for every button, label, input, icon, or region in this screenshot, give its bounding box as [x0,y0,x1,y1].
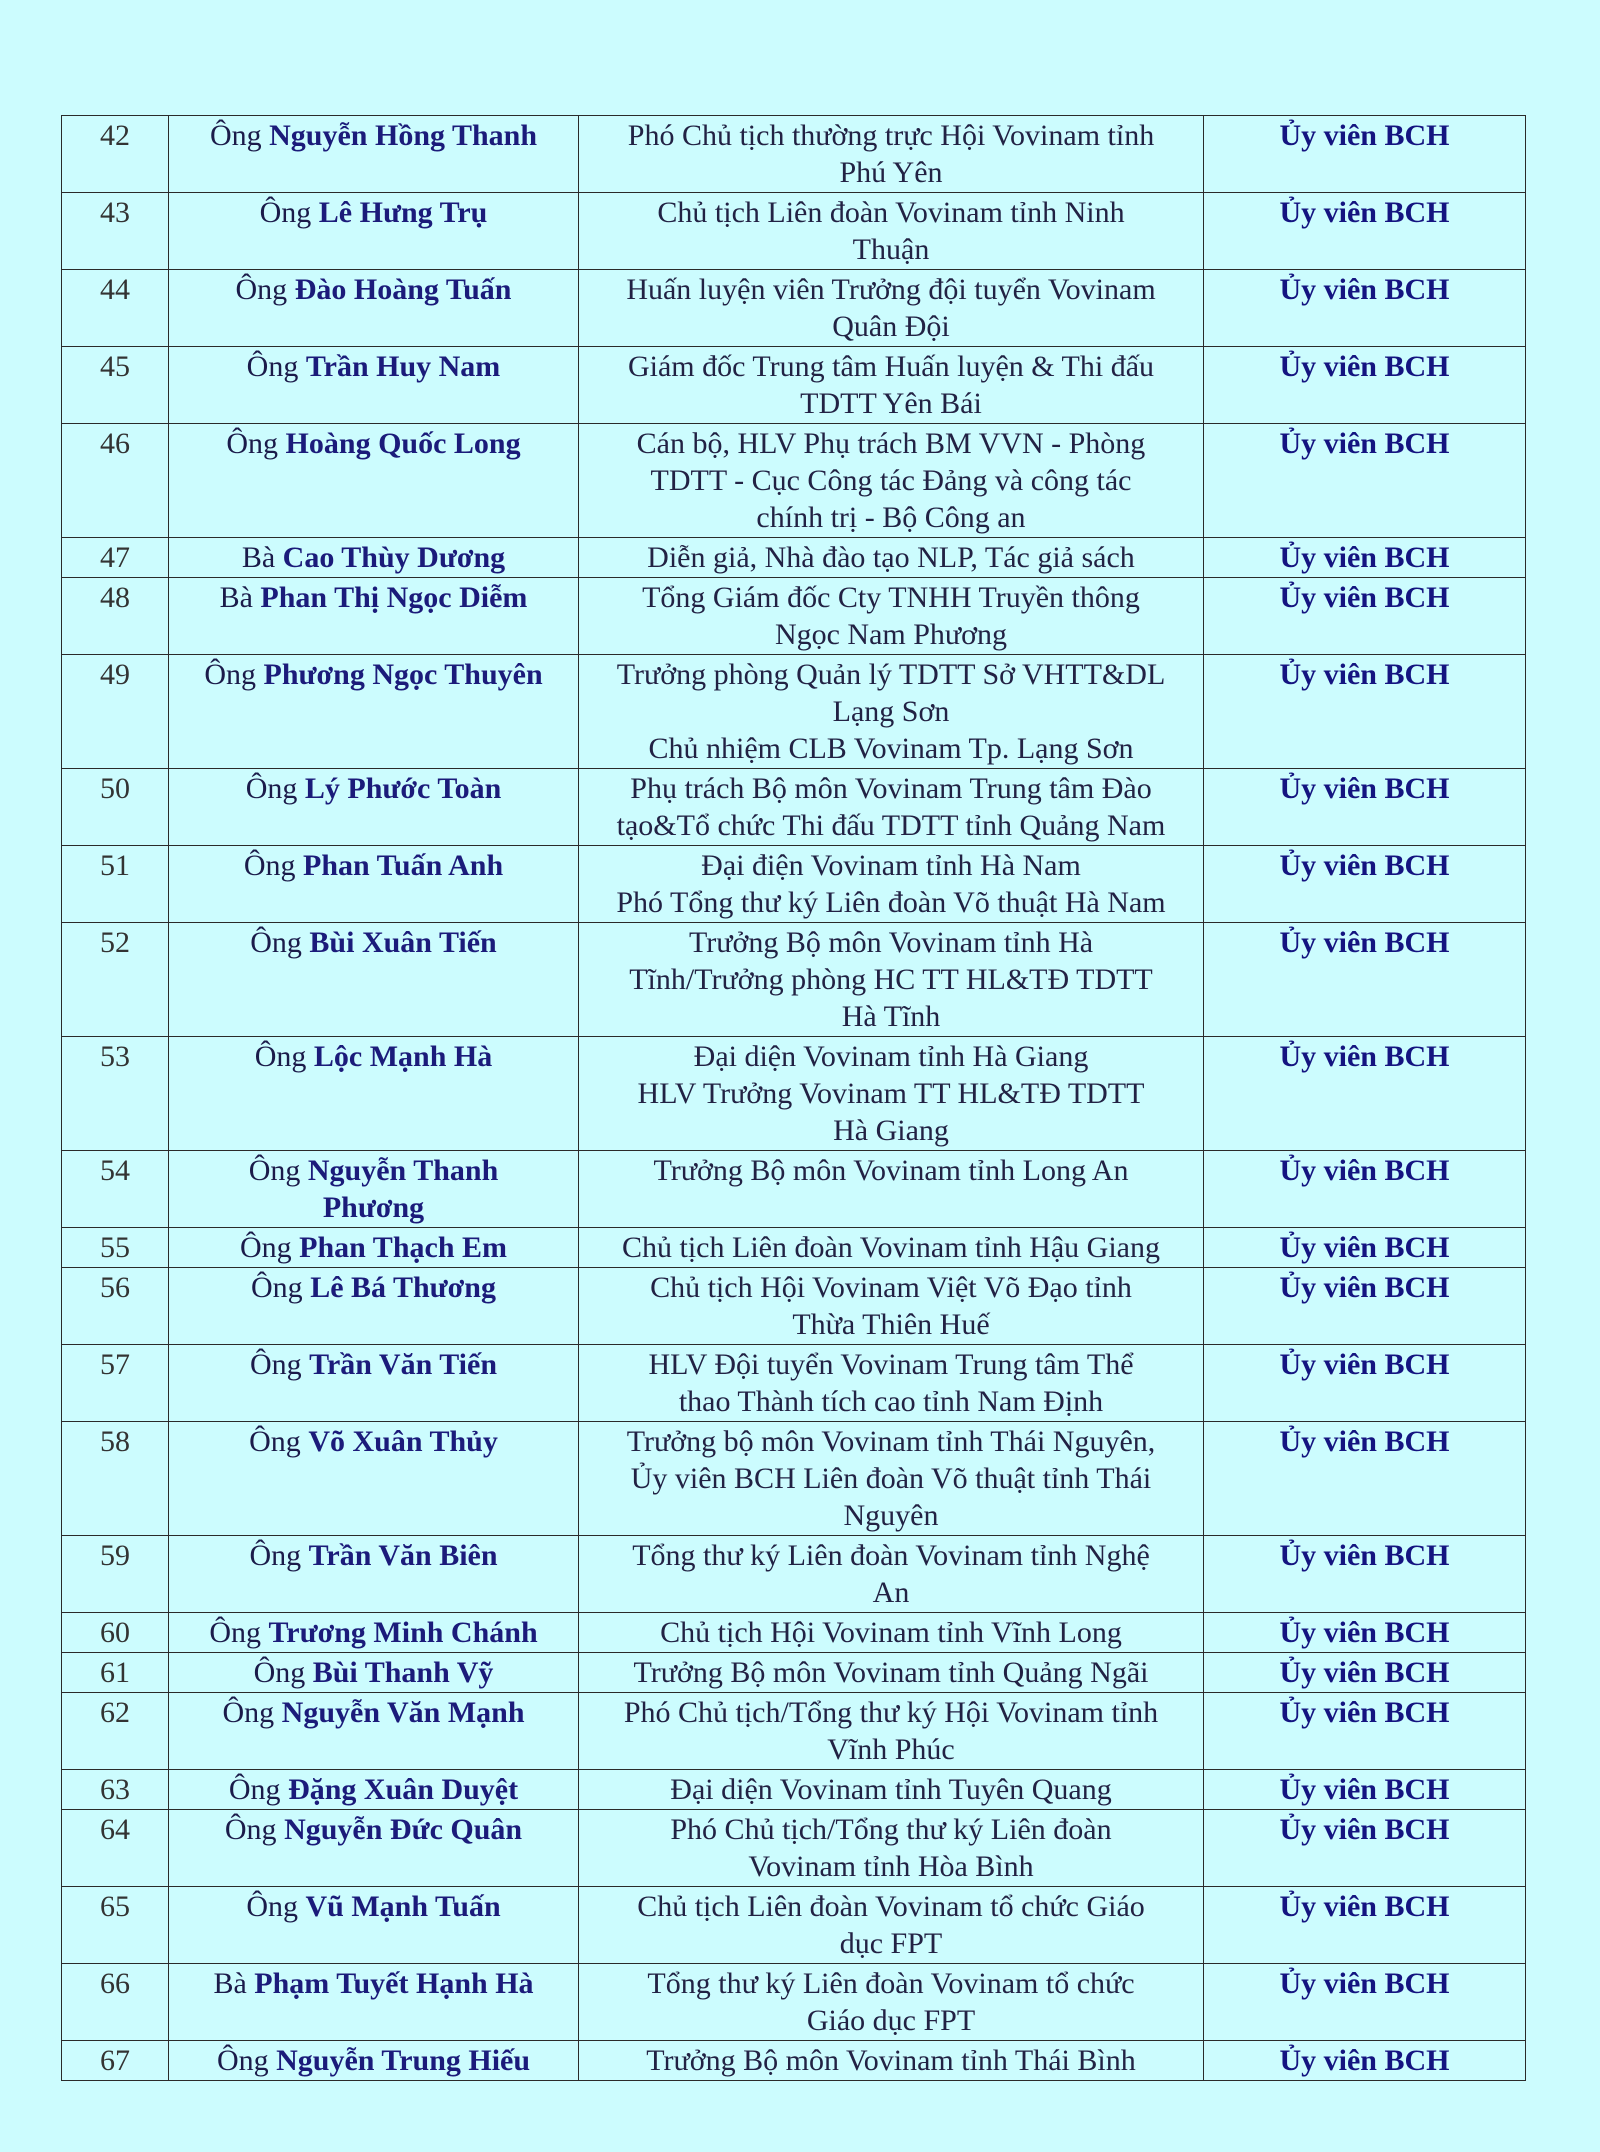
row-number: 52 [62,923,169,1037]
honorific: Ông [254,1040,307,1073]
honorific: Ông [209,119,262,152]
position-cell: Trưởng Bộ môn Vovinam tỉnh Thái Bình [579,2041,1204,2081]
table-row [62,1268,1526,1345]
row-number: 42 [62,116,169,193]
table-row [62,1770,1526,1810]
table-row [62,1810,1526,1887]
role-cell: Ủy viên BCH [1204,1653,1526,1693]
member-name-cell [169,2041,579,2081]
role-cell: Ủy viên BCH [1204,1770,1526,1810]
member-name: Phạm Tuyết Hạnh Hà [254,1967,534,2000]
member-name-cell [169,1536,579,1613]
honorific: Ông [228,1773,281,1806]
row-number: 54 [62,1151,169,1228]
row-number: 62 [62,1693,169,1770]
position-cell: Trưởng phòng Quản lý TDTT Sở VHTT&DL Lạng Sơn Chủ nhiệm CLB Vovinam Tp. Lạng Sơn [579,655,1204,769]
member-name: Bùi Xuân Tiến [309,926,497,959]
member-name: Phan Thị Ngọc Diễm [260,581,528,614]
row-number: 66 [62,1964,169,2041]
table-row [62,1653,1526,1693]
honorific: Bà [219,581,253,614]
table-row [62,270,1526,347]
honorific: Ông [209,1616,262,1649]
role-cell: Ủy viên BCH [1204,1693,1526,1770]
role-cell: Ủy viên BCH [1204,1536,1526,1613]
role-cell: Ủy viên BCH [1204,1887,1526,1964]
position-cell: Phó Chủ tịch thường trực Hội Vovinam tỉnh Phú Yên [579,116,1204,193]
row-number: 56 [62,1268,169,1345]
table-row [62,1536,1526,1613]
member-name: Nguyễn Trung Hiếu [276,2044,531,2077]
member-name: Vũ Mạnh Tuấn [305,1890,501,1923]
role-cell: Ủy viên BCH [1204,1228,1526,1268]
member-name: Lộc Mạnh Hà [313,1040,493,1073]
role-cell: Ủy viên BCH [1204,424,1526,538]
row-number: 43 [62,193,169,270]
table-row [62,1964,1526,2041]
table-row [62,1345,1526,1422]
honorific: Ông [249,1425,301,1458]
member-name: Phương Ngọc Thuyên [263,658,543,691]
role-cell: Ủy viên BCH [1204,846,1526,923]
role-cell: Ủy viên BCH [1204,769,1526,846]
position-cell: Huấn luyện viên Trưởng đội tuyển Vovinam Quân Đội [579,270,1204,347]
position-cell: Chủ tịch Hội Vovinam tỉnh Vĩnh Long [579,1613,1204,1653]
honorific: Ông [204,658,257,691]
role-cell: Ủy viên BCH [1204,1810,1526,1887]
member-name: Lê Hưng Trụ [318,196,488,229]
position-cell: Chủ tịch Liên đoàn Vovinam tổ chức Giáo dục FPT [579,1887,1204,1964]
position-cell: Trưởng bộ môn Vovinam tỉnh Thái Nguyên, Ủy viên BCH Liên đoàn Võ thuật tỉnh Thái Nguyên [579,1422,1204,1536]
table-row [62,1422,1526,1536]
position-cell: Đại điện Vovinam tỉnh Hà Nam Phó Tổng thư ký Liên đoàn Võ thuật Hà Nam [579,846,1204,923]
position-cell: Đại diện Vovinam tỉnh Hà Giang HLV Trưởng Vovinam TT HL&TĐ TDTT Hà Giang [579,1037,1204,1151]
member-name-cell [169,1345,579,1422]
row-number: 60 [62,1613,169,1653]
row-number: 57 [62,1345,169,1422]
row-number: 59 [62,1536,169,1613]
member-name-cell [169,846,579,923]
member-name: Hoàng Quốc Long [285,427,521,460]
member-name-cell [169,1964,579,2041]
honorific: Bà [213,1967,247,2000]
member-name: Nguyễn Hồng Thanh [269,119,538,152]
member-name-cell [169,1037,579,1151]
table-row [62,538,1526,578]
member-name-cell [169,1693,579,1770]
honorific: Ông [246,350,299,383]
role-cell: Ủy viên BCH [1204,1964,1526,2041]
honorific: Ông [259,196,312,229]
row-number: 53 [62,1037,169,1151]
table-row [62,846,1526,923]
row-number: 55 [62,1228,169,1268]
honorific: Ông [226,427,279,460]
row-number: 61 [62,1653,169,1693]
position-cell: Giám đốc Trung tâm Huấn luyện & Thi đấu TDTT Yên Bái [579,347,1204,424]
member-name-cell [169,116,579,193]
member-name-cell [169,1268,579,1345]
position-cell: HLV Đội tuyển Vovinam Trung tâm Thể thao Thành tích cao tỉnh Nam Định [579,1345,1204,1422]
table-row [62,1151,1526,1228]
table-row [62,347,1526,424]
role-cell: Ủy viên BCH [1204,347,1526,424]
row-number: 44 [62,270,169,347]
member-name-cell [169,769,579,846]
member-name-cell [169,578,579,655]
member-name-cell [169,1653,579,1693]
table-row [62,1887,1526,1964]
position-cell: Phụ trách Bộ môn Vovinam Trung tâm Đào tạo&Tổ chức Thi đấu TDTT tỉnh Quảng Nam [579,769,1204,846]
member-name: Đặng Xuân Duyệt [288,1773,519,1806]
table-row [62,193,1526,270]
member-name: Cao Thùy Dương [282,541,506,574]
member-table [61,115,1526,2081]
member-name-cell [169,270,579,347]
member-name-cell [169,1887,579,1964]
role-cell: Ủy viên BCH [1204,1268,1526,1345]
table-row [62,116,1526,193]
table-row [62,1693,1526,1770]
row-number: 45 [62,347,169,424]
position-cell: Phó Chủ tịch/Tổng thư ký Liên đoàn Vovinam tỉnh Hòa Bình [579,1810,1204,1887]
position-cell: Diễn giả, Nhà đào tạo NLP, Tác giả sách [579,538,1204,578]
position-cell: Chủ tịch Liên đoàn Vovinam tỉnh Hậu Giang [579,1228,1204,1268]
position-cell: Trưởng Bộ môn Vovinam tỉnh Long An [579,1151,1204,1228]
member-name: Nguyễn Văn Mạnh [281,1696,525,1729]
honorific: Ông [250,926,302,959]
table-row [62,1037,1526,1151]
role-cell: Ủy viên BCH [1204,538,1526,578]
position-cell: Chủ tịch Liên đoàn Vovinam tỉnh Ninh Thuận [579,193,1204,270]
role-cell: Ủy viên BCH [1204,923,1526,1037]
member-name-cell [169,923,579,1037]
member-name: Võ Xuân Thủy [308,1425,498,1458]
honorific: Ông [249,1539,302,1572]
role-cell: Ủy viên BCH [1204,1345,1526,1422]
table-row [62,424,1526,538]
member-name-cell [169,538,579,578]
member-name: Trần Huy Nam [305,350,501,383]
honorific: Ông [243,849,296,882]
member-name-cell [169,193,579,270]
honorific: Ông [249,1348,302,1381]
honorific: Ông [224,1813,277,1846]
member-name: Nguyễn Thanh Phương [307,1154,499,1224]
member-name: Đào Hoàng Tuấn [294,273,512,306]
position-cell: Tổng thư ký Liên đoàn Vovinam tổ chức Giáo dục FPT [579,1964,1204,2041]
member-name: Nguyễn Đức Quân [284,1813,523,1846]
row-number: 49 [62,655,169,769]
role-cell: Ủy viên BCH [1204,578,1526,655]
honorific: Ông [239,1231,292,1264]
member-name: Phan Thạch Em [299,1231,508,1264]
role-cell: Ủy viên BCH [1204,1037,1526,1151]
member-name: Trần Văn Tiến [309,1348,498,1381]
row-number: 48 [62,578,169,655]
row-number: 65 [62,1887,169,1964]
document-page [61,115,1525,2081]
table-row [62,1228,1526,1268]
row-number: 50 [62,769,169,846]
member-name-cell [169,1422,579,1536]
member-name-cell [169,655,579,769]
honorific: Ông [251,1271,303,1304]
honorific: Ông [248,1154,301,1187]
table-row [62,578,1526,655]
position-cell: Trưởng Bộ môn Vovinam tỉnh Quảng Ngãi [579,1653,1204,1693]
role-cell: Ủy viên BCH [1204,1422,1526,1536]
row-number: 46 [62,424,169,538]
position-cell: Cán bộ, HLV Phụ trách BM VVN - Phòng TDTT - Cục Công tác Đảng và công tác chính trị - Bộ Công an [579,424,1204,538]
honorific: Ông [235,273,288,306]
row-number: 51 [62,846,169,923]
honorific: Ông [246,1890,299,1923]
row-number: 64 [62,1810,169,1887]
table-row [62,655,1526,769]
position-cell: Tổng thư ký Liên đoàn Vovinam tỉnh Nghệ An [579,1536,1204,1613]
position-cell: Chủ tịch Hội Vovinam Việt Võ Đạo tỉnh Thừa Thiên Huế [579,1268,1204,1345]
member-name: Lê Bá Thương [310,1271,496,1304]
member-name-cell [169,1151,579,1228]
role-cell: Ủy viên BCH [1204,2041,1526,2081]
member-name: Trần Văn Biên [308,1539,498,1572]
member-name-cell [169,347,579,424]
table-row [62,923,1526,1037]
member-name-cell [169,1810,579,1887]
role-cell: Ủy viên BCH [1204,116,1526,193]
table-row [62,1613,1526,1653]
member-name-cell [169,424,579,538]
member-name: Bùi Thanh Vỹ [312,1656,494,1689]
member-name-cell [169,1228,579,1268]
position-cell: Phó Chủ tịch/Tổng thư ký Hội Vovinam tỉnh Vĩnh Phúc [579,1693,1204,1770]
position-cell: Đại diện Vovinam tỉnh Tuyên Quang [579,1770,1204,1810]
member-name-cell [169,1770,579,1810]
member-table-body [62,116,1526,2081]
row-number: 58 [62,1422,169,1536]
honorific: Ông [253,1656,306,1689]
role-cell: Ủy viên BCH [1204,1613,1526,1653]
table-row [62,2041,1526,2081]
role-cell: Ủy viên BCH [1204,655,1526,769]
row-number: 47 [62,538,169,578]
position-cell: Trưởng Bộ môn Vovinam tỉnh Hà Tĩnh/Trưởng phòng HC TT HL&TĐ TDTT Hà Tĩnh [579,923,1204,1037]
role-cell: Ủy viên BCH [1204,270,1526,347]
honorific: Ông [216,2044,269,2077]
member-name: Trương Minh Chánh [268,1616,538,1649]
role-cell: Ủy viên BCH [1204,1151,1526,1228]
honorific: Bà [241,541,276,574]
role-cell: Ủy viên BCH [1204,193,1526,270]
member-name: Phan Tuấn Anh [303,849,504,882]
table-row [62,769,1526,846]
member-name: Lý Phước Toàn [304,772,502,805]
member-name-cell [169,1613,579,1653]
row-number: 67 [62,2041,169,2081]
row-number: 63 [62,1770,169,1810]
honorific: Ông [222,1696,275,1729]
honorific: Ông [245,772,298,805]
position-cell: Tổng Giám đốc Cty TNHH Truyền thông Ngọc Nam Phương [579,578,1204,655]
